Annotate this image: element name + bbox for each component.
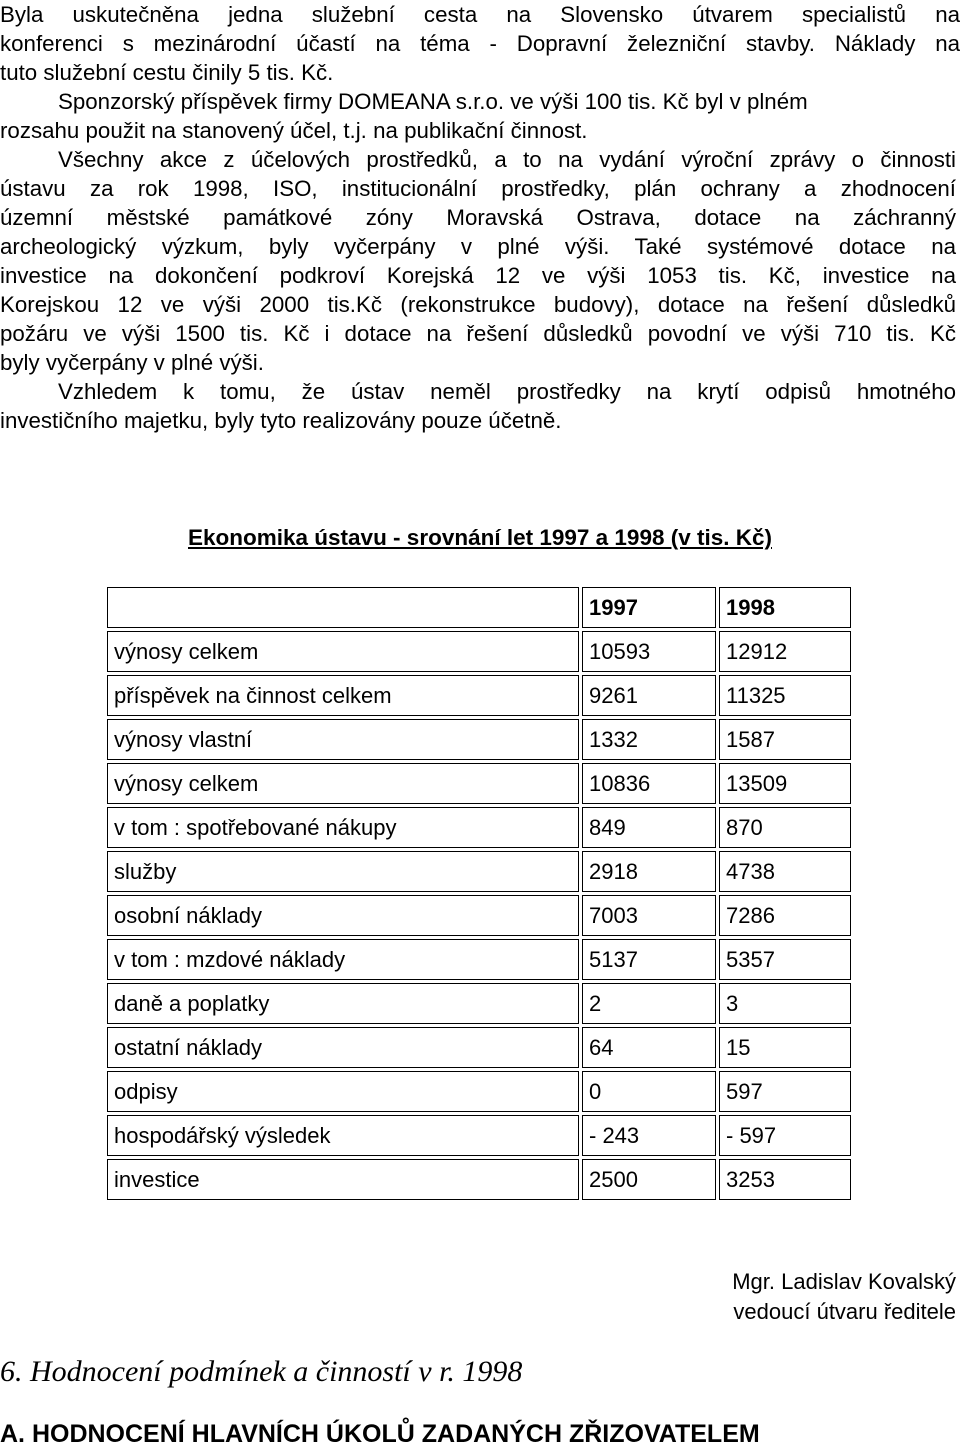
table-row [107, 1071, 851, 1112]
table-row [107, 1027, 851, 1068]
table-title: Ekonomika ústavu - srovnání let 1997 a 1998 (v tis. Kč) [188, 525, 772, 550]
text-line: Byla uskutečněna jedna služební cesta na Slovensko útvarem specialistů na [0, 2, 960, 27]
row-label-cell: daně a poplatky [107, 983, 579, 1024]
row-label-cell: v tom : spotřebované nákupy [107, 807, 579, 848]
header-cell: 1998 [719, 587, 851, 628]
table-row [107, 851, 851, 892]
value-cell: 597 [719, 1071, 851, 1112]
value-cell: 10593 [582, 631, 716, 672]
signature-role: vedoucí útvaru ředitele [733, 1299, 956, 1324]
signature-name: Mgr. Ladislav Kovalský [732, 1269, 956, 1294]
value-cell: 15 [719, 1027, 851, 1068]
economics-table-body [107, 587, 851, 1200]
value-cell: 2 [582, 983, 716, 1024]
text-line: archeologický výzkum, byly vyčerpány v plné výši. Také systémové dotace na [0, 234, 956, 259]
table-row [107, 1115, 851, 1156]
row-label-cell: v tom : mzdové náklady [107, 939, 579, 980]
value-cell: 7286 [719, 895, 851, 936]
text-line: investice na dokončení podkroví Korejská 12 ve výši 1053 tis. Kč, investice na [0, 263, 956, 288]
text-line: požáru ve výši 1500 tis. Kč i dotace na řešení důsledků povodní ve výši 710 tis. Kč [0, 321, 956, 346]
text-line: územní městské památkové zóny Moravská Ostrava, dotace na záchranný [0, 205, 956, 230]
value-cell: 1332 [582, 719, 716, 760]
row-label-cell: výnosy celkem [107, 763, 579, 804]
row-label-cell: ostatní náklady [107, 1027, 579, 1068]
value-cell: 2500 [582, 1159, 716, 1200]
table-row [107, 675, 851, 716]
value-cell: 3 [719, 983, 851, 1024]
table-row [107, 763, 851, 804]
text-line: investičního majetku, byly tyto realizovány pouze účetně. [0, 408, 562, 433]
text-line: Sponzorský příspěvek firmy DOMEANA s.r.o. ve výši 100 tis. Kč byl v plném [58, 89, 808, 114]
row-label-cell: odpisy [107, 1071, 579, 1112]
row-label-cell: osobní náklady [107, 895, 579, 936]
value-cell: 849 [582, 807, 716, 848]
value-cell: - 243 [582, 1115, 716, 1156]
table-row [107, 983, 851, 1024]
text-line: Korejskou 12 ve výši 2000 tis.Kč (rekonstrukce budovy), dotace na řešení důsledků [0, 292, 956, 317]
table-header-row [107, 587, 851, 628]
table-row [107, 939, 851, 980]
table-row [107, 1159, 851, 1200]
row-label-cell: investice [107, 1159, 579, 1200]
table-row [107, 719, 851, 760]
section-heading-a: A. HODNOCENÍ HLAVNÍCH ÚKOLŮ ZADANÝCH ZŘIZOVATELEM [0, 1420, 760, 1448]
value-cell: 7003 [582, 895, 716, 936]
value-cell: 11325 [719, 675, 851, 716]
section-heading-6: 6. Hodnocení podmínek a činností v r. 1998 [0, 1355, 523, 1388]
row-label-cell: služby [107, 851, 579, 892]
row-label-cell: příspěvek na činnost celkem [107, 675, 579, 716]
row-label-cell: výnosy celkem [107, 631, 579, 672]
table-row [107, 807, 851, 848]
text-line: ústavu za rok 1998, ISO, institucionální prostředky, plán ochrany a zhodnocení [0, 176, 956, 201]
text-line: Všechny akce z účelových prostředků, a to na vydání výroční zprávy o činnosti [58, 147, 956, 172]
text-line: rozsahu použit na stanovený účel, t.j. na publikační činnost. [0, 118, 588, 143]
table-row [107, 895, 851, 936]
value-cell: 0 [582, 1071, 716, 1112]
text-line: Vzhledem k tomu, že ústav neměl prostředky na krytí odpisů hmotného [58, 379, 956, 404]
row-label-cell: hospodářský výsledek [107, 1115, 579, 1156]
value-cell: 3253 [719, 1159, 851, 1200]
value-cell: - 597 [719, 1115, 851, 1156]
value-cell: 12912 [719, 631, 851, 672]
row-label-cell: výnosy vlastní [107, 719, 579, 760]
text-line: byly vyčerpány v plné výši. [0, 350, 264, 375]
text-line: konferenci s mezinárodní účastí na téma - Dopravní železniční stavby. Náklady na [0, 31, 960, 56]
economics-table [104, 584, 854, 1203]
value-cell: 2918 [582, 851, 716, 892]
value-cell: 870 [719, 807, 851, 848]
text-line: tuto služební cestu činily 5 tis. Kč. [0, 60, 334, 85]
value-cell: 9261 [582, 675, 716, 716]
value-cell: 64 [582, 1027, 716, 1068]
value-cell: 5357 [719, 939, 851, 980]
value-cell: 10836 [582, 763, 716, 804]
value-cell: 5137 [582, 939, 716, 980]
value-cell: 13509 [719, 763, 851, 804]
header-cell: 1997 [582, 587, 716, 628]
value-cell: 1587 [719, 719, 851, 760]
table-row [107, 631, 851, 672]
value-cell: 4738 [719, 851, 851, 892]
header-cell [107, 587, 579, 628]
